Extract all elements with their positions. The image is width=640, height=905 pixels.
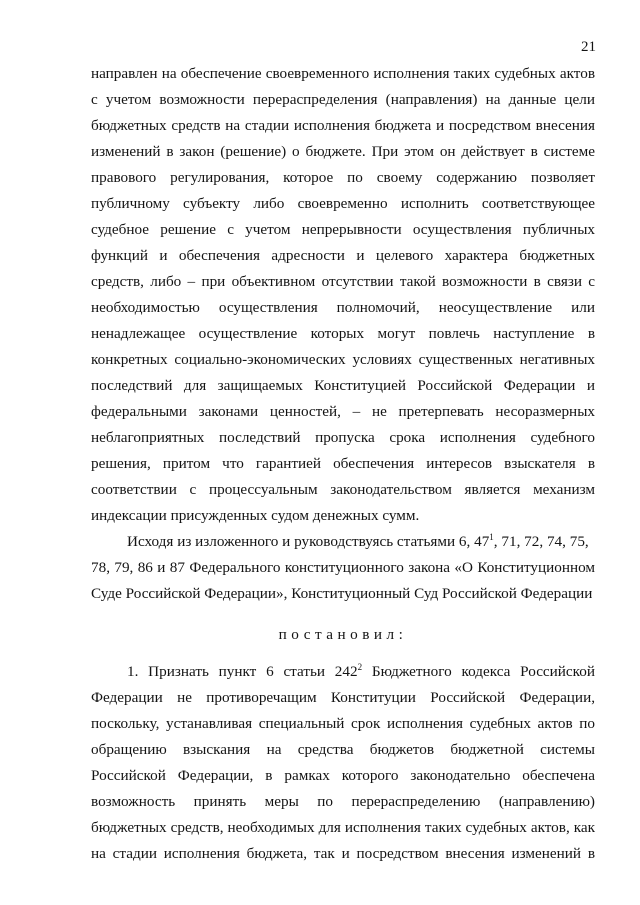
text-span: , 71, 72, 74, 75,: [493, 533, 589, 550]
text-line: Федерации не противоречащим Конституции Российской Федерации,: [91, 689, 595, 706]
superscript: 1: [489, 532, 494, 542]
text-line: бюджетных средств на стадии исполнения бюджета и посредством внесения: [91, 117, 595, 134]
text-line: функций и обеспечения адресности и целевого характера бюджетных: [91, 247, 595, 264]
text-line: публичному субъекту либо своевременно исполнить соответствующее: [91, 195, 595, 212]
text-line: [127, 662, 595, 682]
text-line: направлен на обеспечение своевременного исполнения таких судебных актов: [91, 65, 595, 82]
text-line: судебное решение с учетом непрерывности осуществления публичных: [91, 221, 595, 238]
text-line: с учетом возможности перераспределения (направления) на данные цели: [91, 91, 595, 108]
text-line: Российской Федерации, в рамках которого законодательно обеспечена: [91, 767, 595, 784]
superscript: 2: [357, 662, 363, 672]
text-span: Исходя из изложенного и руководствуясь статьями 6, 47: [127, 533, 490, 550]
text-line: возможность принять меры по перераспределению (направлению): [91, 793, 595, 810]
text-line: неблагоприятных последствий пропуска срока исполнения судебного: [91, 429, 595, 446]
text-line: необходимостью осуществления полномочий, неосуществление или: [91, 299, 595, 316]
text-line: соответствии с процессуальным законодательством является механизм: [91, 481, 595, 498]
text-line: ненадлежащее осуществление которых могут повлечь наступление в: [91, 325, 595, 342]
page-number: 21: [581, 39, 596, 55]
text-line: поскольку, устанавливая специальный срок исполнения судебных актов по: [91, 715, 595, 732]
text-line: правового регулирования, которое по своему содержанию позволяет: [91, 169, 595, 186]
text-line: средств, либо – при объективном отсутствии такой возможности в связи с: [91, 273, 595, 290]
resolution-heading: постановил:: [278, 626, 408, 643]
text-line: 78, 79, 86 и 87 Федерального конституционного закона «О Конституционном: [91, 559, 595, 576]
text-span: 1. Признать пункт 6 статьи 242: [127, 663, 358, 680]
text-line: бюджетных средств, необходимых для исполнения таких судебных актов, как: [91, 819, 595, 836]
text-line: изменений в закон (решение) о бюджете. При этом он действует в системе: [91, 143, 595, 160]
text-line: на стадии исполнения бюджета, так и посредством внесения изменений в: [91, 845, 595, 862]
text-line: [127, 532, 595, 552]
text-span: Бюджетного кодекса Российской: [362, 663, 595, 680]
text-line: обращению взыскания на средства бюджетов бюджетной системы: [91, 741, 595, 758]
text-line: федеральными законами ценностей, – не претерпевать несоразмерных: [91, 403, 595, 420]
text-line: последствий для защищаемых Конституцией Российской Федерации и: [91, 377, 595, 394]
text-line: Суде Российской Федерации», Конституционный Суд Российской Федерации: [91, 585, 593, 602]
text-line: решения, притом что гарантией обеспечения интересов взыскателя в: [91, 455, 595, 472]
text-line: конкретных социально-экономических условиях существенных негативных: [91, 351, 595, 368]
text-line: индексации присужденных судом денежных сумм.: [91, 507, 420, 524]
